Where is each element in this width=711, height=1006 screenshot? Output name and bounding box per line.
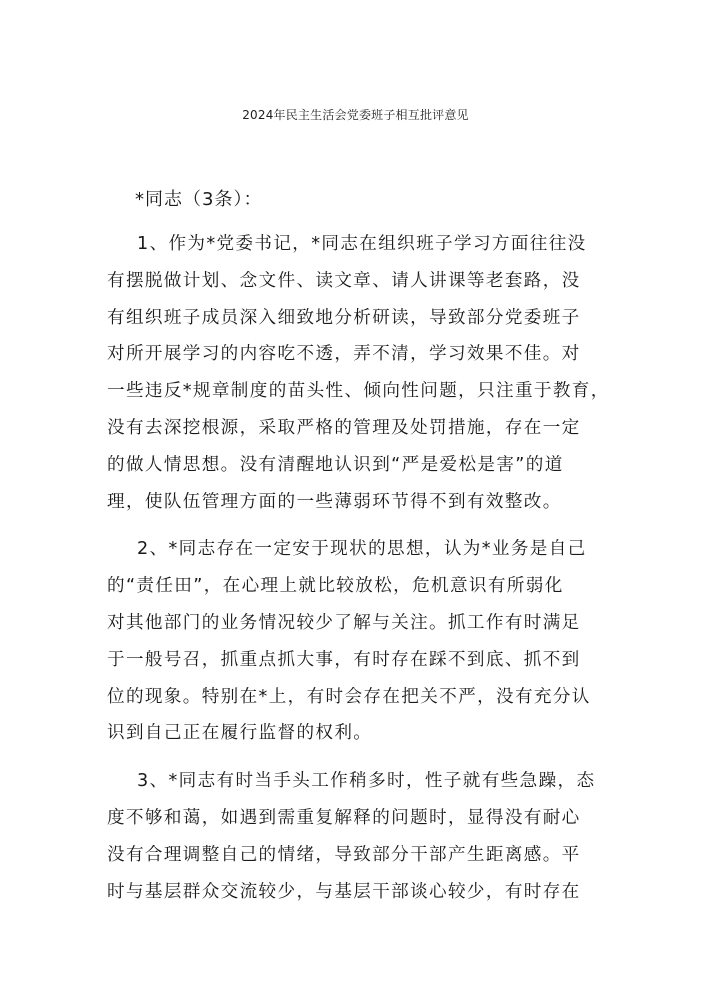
paragraph-line: 时与基层群众交流较少，与基层干部谈心较少，有时存在: [107, 881, 581, 902]
paragraph-line: 对其他部门的业务情况较少了解与关注。抓工作有时满足: [107, 612, 581, 633]
paragraph-line: 2、*同志存在一定安于现状的思想，认为*业务是自己: [137, 539, 587, 560]
paragraph-line: 于一般号召，抓重点抓大事，有时存在踩不到底、抓不到: [107, 649, 581, 670]
paragraph-line: 对所开展学习的内容吃不透，弄不清，学习效果不佳。对: [107, 344, 581, 365]
paragraph-line: 有摆脱做计划、念文件、读文章、请人讲课等老套路，没: [107, 270, 581, 291]
document-title: 2024年民主生活会党委班子相互批评意见: [242, 108, 469, 122]
paragraph-line: 度不够和蔼，如遇到需重复解释的问题时，显得没有耐心: [107, 807, 581, 828]
paragraph-line: 位的现象。特别在*上，有时会存在把关不严，没有充分认: [107, 686, 591, 707]
paragraph-line: 的做人情思想。没有清醒地认识到“严是爱松是害”的道: [107, 454, 564, 475]
paragraph-line: 理，使队伍管理方面的一些薄弱环节得不到有效整改。: [107, 491, 562, 512]
paragraph-1: [107, 226, 610, 520]
paragraph-3: [107, 763, 603, 910]
subject-heading: *同志（3条）：: [135, 189, 263, 210]
paragraph-line: 识到自己正在履行监督的权利。: [107, 723, 373, 744]
paragraph-line: 1、作为*党委书记，*同志在组织班子学习方面往往没: [137, 234, 587, 254]
paragraph-line: 有组织班子成员深入细致地分析研读，导致部分党委班子: [107, 307, 581, 328]
paragraph-line: 3、*同志有时当手头工作稍多时，性子就有些急躁，态: [137, 771, 596, 792]
paragraph-line: 一些违反*规章制度的苗头性、倾向性问题，只注重于教育，: [107, 381, 610, 402]
paragraph-2: [107, 531, 603, 752]
paragraph-line: 没有合理调整自己的情绪，导致部分干部产生距离感。平: [107, 844, 581, 865]
paragraph-line: 的“责任田”，在心理上就比较放松，危机意识有所弱化: [107, 576, 564, 597]
document-body: [107, 184, 610, 921]
paragraph-line: 没有去深挖根源，采取严格的管理及处罚措施，存在一定: [107, 417, 581, 438]
